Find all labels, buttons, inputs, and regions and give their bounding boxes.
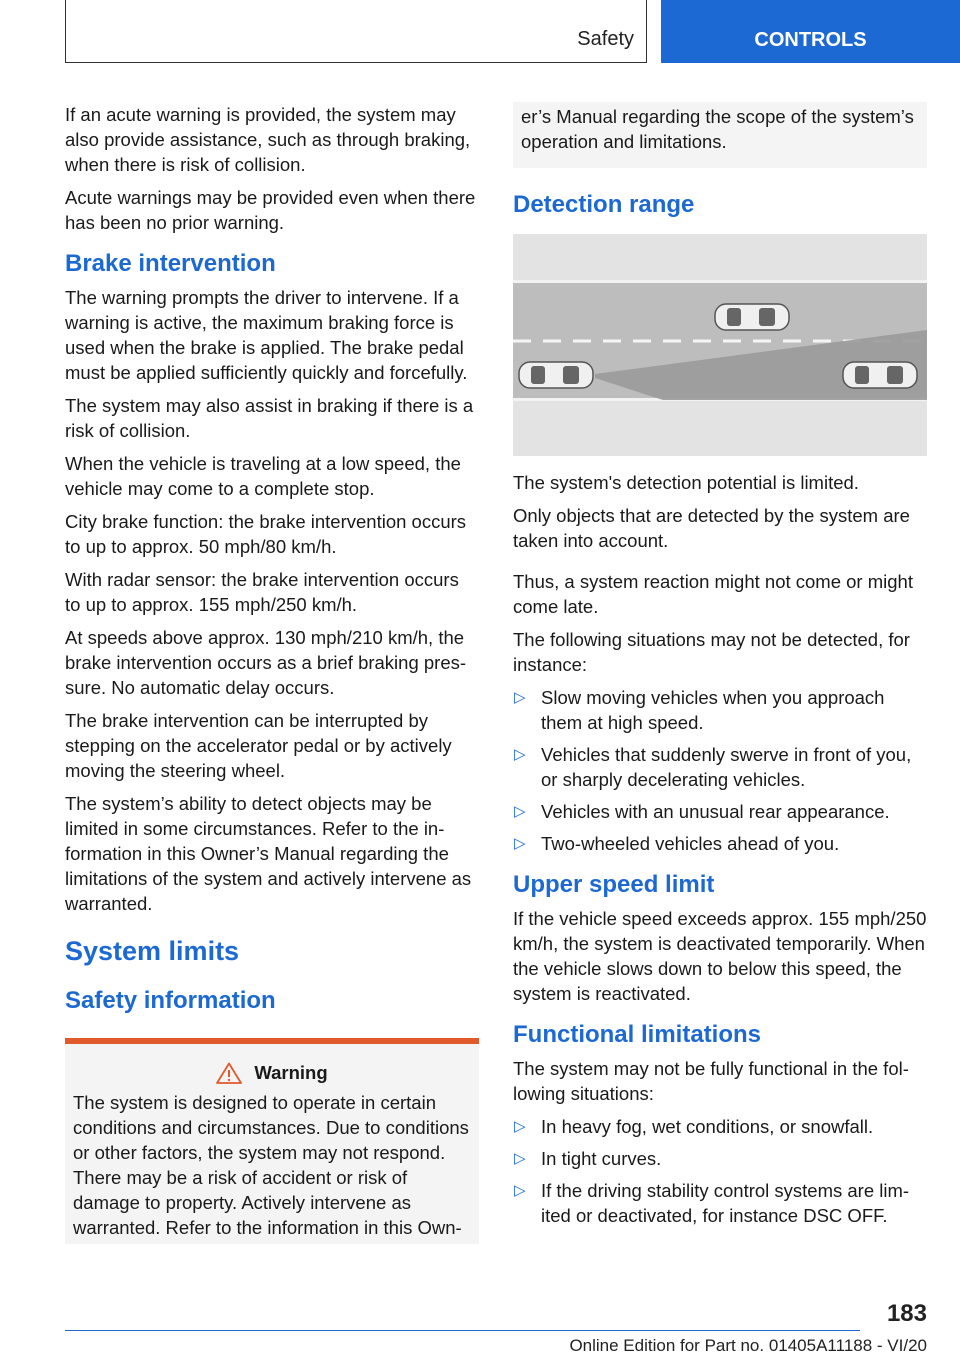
list-item-text: Two-wheeled vehicles ahead of you.	[541, 833, 840, 854]
paragraph: If the vehicle speed exceeds approx. 155 mph/250 km/h, the system is deactivated temporarily. When the vehicle slows down to below this speed, the system is reactivated.	[513, 908, 927, 1004]
header-chapter-label: CONTROLS	[754, 29, 867, 51]
footer-edition: Online Edition for Part no. 01405A11188 - VI/20	[569, 1336, 927, 1355]
triangle-right-outline-icon: ▷	[514, 1150, 526, 1167]
triangle-right-outline-icon: ▷	[514, 1182, 526, 1199]
list-item	[513, 831, 927, 856]
list-item-text: In heavy fog, wet conditions, or snowfall.	[541, 1116, 874, 1137]
list-item	[513, 1178, 927, 1228]
paragraph: The brake intervention can be interrupted by stepping on the accelerator pedal or by actively moving the steering wheel.	[65, 710, 452, 781]
paragraph: The system may not be fully functional in the following situations:	[513, 1058, 909, 1104]
list-item	[513, 1114, 927, 1139]
list-item-text: Slow moving vehicles when you approach them at high speed.	[541, 687, 885, 733]
header-section-title: Safety	[577, 28, 634, 50]
paragraph: At speeds above approx. 130 mph/210 km/h, the brake intervention occurs as a brief braking pressure. No automatic delay occurs.	[65, 627, 467, 698]
own-car-icon	[519, 362, 593, 388]
paragraph: If an acute warning is provided, the system may also provide assistance, such as through braking, when there is risk of collision.	[65, 104, 471, 175]
safety-information-heading: Safety information	[65, 987, 276, 1014]
upper-speed-limit-heading: Upper speed limit	[513, 871, 715, 898]
list-item	[513, 685, 927, 735]
paragraph: Only objects that are detected by the system are taken into account.	[513, 505, 910, 551]
warning-box	[65, 1038, 479, 1244]
paragraph: Acute warnings may be provided even when there has been no prior warning.	[65, 187, 476, 233]
paragraph: The system's detection potential is limited.	[513, 472, 859, 493]
paragraph: Thus, a system reaction might not come or might come late.	[513, 571, 913, 617]
functional-limitations-list	[513, 1114, 927, 1228]
warning-triangle-icon	[216, 1062, 242, 1084]
paragraph: With radar sensor: the brake intervention occurs to up to approx. 155 mph/250 km/h.	[65, 569, 459, 615]
triangle-right-outline-icon: ▷	[514, 689, 526, 706]
list-item-text: Vehicles with an unusual rear appearance.	[541, 801, 890, 822]
warning-text-continued: er’s Manual regarding the scope of the system’s operation and limitations.	[521, 106, 914, 152]
car-front-left-icon	[715, 304, 789, 330]
warning-title: Warning	[254, 1062, 328, 1083]
paragraph: The system may also assist in braking if there is a risk of collision.	[65, 395, 474, 441]
warning-box-continued	[513, 102, 927, 168]
header-chapter-tab[interactable]	[661, 0, 960, 63]
page-number: 183	[886, 1300, 927, 1327]
road-diagram	[513, 234, 927, 456]
list-item	[513, 742, 927, 792]
header-frame	[65, 0, 647, 63]
triangle-right-outline-icon: ▷	[514, 1118, 526, 1135]
list-item-text: In tight curves.	[541, 1148, 662, 1169]
paragraph: City brake function: the brake intervention occurs to up to approx. 50 mph/80 km/h.	[65, 511, 467, 557]
list-item-text: Vehicles that suddenly swerve in front of you, or sharply decelerating vehicles.	[541, 744, 912, 790]
paragraph: When the vehicle is traveling at a low speed, the vehicle may come to a complete stop.	[65, 453, 461, 499]
right-column	[513, 102, 927, 1238]
brake-intervention-heading: Brake intervention	[65, 250, 276, 277]
functional-limitations-heading: Functional limitations	[513, 1021, 762, 1048]
triangle-right-outline-icon: ▷	[514, 835, 526, 852]
triangle-right-outline-icon: ▷	[514, 746, 526, 763]
undetected-situations-list	[513, 685, 927, 856]
footer-divider	[65, 1330, 860, 1331]
list-item-text: If the driving stability control systems are limited or deactivated, for instance DSC OFF.	[541, 1180, 910, 1226]
warning-header	[73, 1062, 471, 1084]
paragraph: The system’s ability to detect objects may be limited in some circumstances. Refer to the information in this Owner’s Manual regarding the limitations of the system and actively intervene as warranted.	[65, 793, 472, 914]
list-item	[513, 1146, 927, 1171]
left-column	[65, 102, 479, 1244]
triangle-right-outline-icon: ▷	[514, 803, 526, 820]
detection-range-illustration	[513, 234, 927, 456]
car-ahead-icon	[843, 362, 917, 388]
system-limits-heading: System limits	[65, 936, 240, 966]
paragraph: The warning prompts the driver to intervene. If a warning is active, the maximum braking force is used when the brake is applied. The brake pedal must be applied sufficiently quickly and forcefully.	[65, 287, 468, 383]
list-item	[513, 799, 927, 824]
paragraph: The following situations may not be detected, for instance:	[513, 629, 910, 675]
warning-text: The system is designed to operate in certain conditions and circumstances. Due to conditions or other factors, the system may not respond. There may be a risk of accident or risk of damage to property. Actively intervene as warranted. Refer to the information in this Own-	[73, 1092, 469, 1238]
detection-range-heading: Detection range	[513, 191, 695, 218]
